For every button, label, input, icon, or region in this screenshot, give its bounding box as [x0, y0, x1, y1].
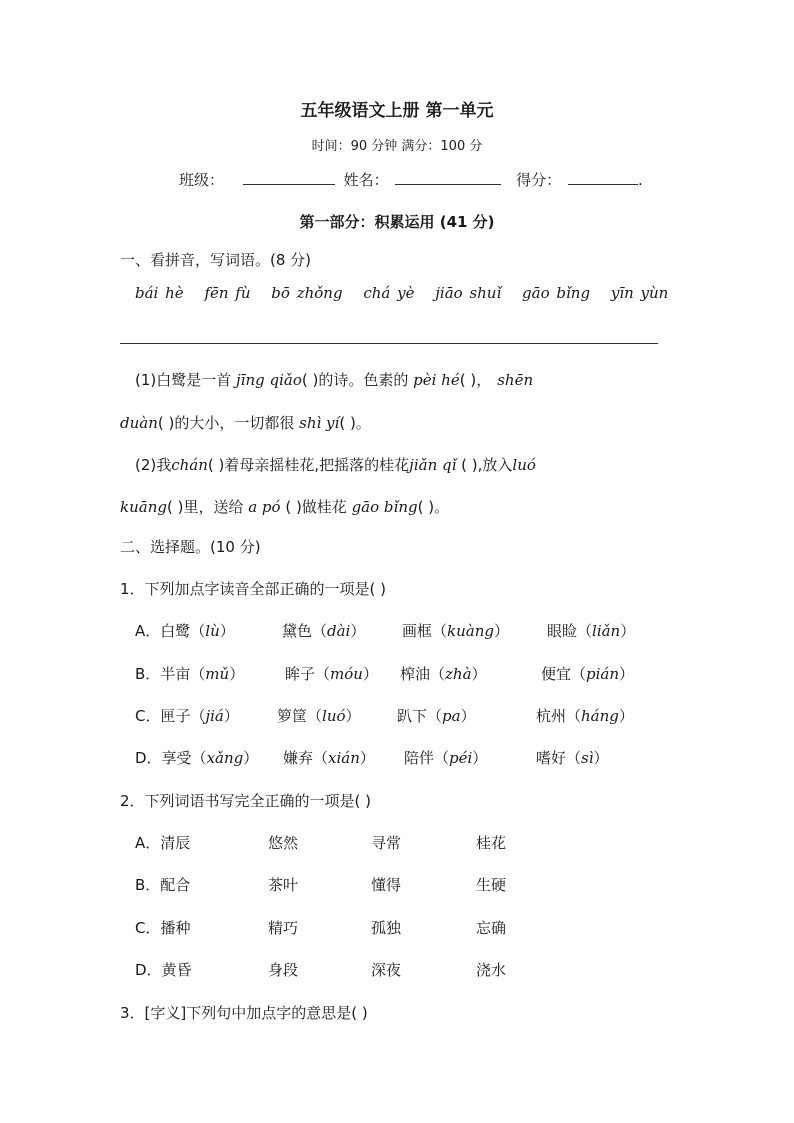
option-item: 眸子（móu）	[285, 665, 378, 683]
question-3-stem: 3．[字义]下列句中加点字的意思是( )	[120, 1004, 368, 1022]
time-score-line: 时间：90 分钟 满分：100 分	[311, 139, 483, 154]
section-one-heading: 一、看拼音，写词语。(8 分)	[120, 251, 312, 269]
end-dot: .	[637, 171, 643, 189]
class-blank[interactable]	[243, 170, 335, 185]
option-item[interactable]: A．清辰	[135, 834, 191, 852]
option-item: 身段	[268, 961, 299, 979]
option-item: 便宜（pián）	[541, 665, 635, 683]
fill-sentence-1-line-1	[135, 369, 533, 390]
option-item: 桂花	[476, 834, 507, 852]
pinyin-item: bái hè	[135, 284, 184, 302]
option-item: 画框（kuàng）	[402, 622, 509, 640]
option-item: 榨油（zhà）	[400, 665, 487, 683]
sentence-text: ( )着母亲摇桂花,把摇落的桂花	[207, 456, 410, 474]
question-2-stem: 2．下列词语书写完全正确的一项是( )	[120, 792, 372, 810]
part-one-title: 第一部分：积累运用 (41 分)	[299, 213, 495, 231]
option-item: 忘确	[476, 919, 507, 937]
question-1-stem: 1．下列加点字读音全部正确的一项是( )	[120, 580, 387, 598]
option-item: 陪伴（péi）	[404, 749, 488, 767]
fill-sentence-2-line-1	[135, 454, 536, 475]
sentence-text: ( )的大小，一切都很	[157, 414, 300, 432]
pinyin-hint: jiǎn qǐ	[409, 456, 457, 474]
option-item: 眼睑（liǎn）	[547, 622, 636, 640]
sentence-text: ( )做桂花	[280, 498, 352, 516]
option-item: 黛色（dài）	[282, 622, 366, 640]
option-item: 嗜好（sì）	[536, 749, 609, 767]
name-label: 姓名：	[343, 171, 389, 189]
option-item[interactable]: A．白鹭（lù）	[135, 622, 235, 640]
fill-sentence-1-line-2	[120, 412, 371, 433]
option-item: 趴下（pa）	[397, 707, 476, 725]
pinyin-hint: luó	[512, 456, 536, 474]
option-item: 浇水	[476, 961, 507, 979]
pinyin-hint: a pó	[248, 498, 281, 516]
sentence-text: ( )里，送给	[166, 498, 249, 516]
pinyin-item: bō zhǒng	[271, 284, 343, 302]
pinyin-item: chá yè	[363, 284, 415, 302]
fill-sentence-2-line-2	[120, 496, 449, 517]
score-blank[interactable]	[568, 170, 638, 185]
option-item[interactable]: B．配合	[135, 876, 191, 894]
option-item[interactable]: D．黄昏	[135, 961, 192, 979]
pinyin-hint: pèi hé	[413, 371, 460, 389]
pinyin-hint: shēn	[497, 371, 534, 389]
pinyin-hint: kuāng	[120, 498, 167, 516]
sentence-text: ( ),放入	[456, 456, 513, 474]
pinyin-row	[135, 284, 682, 302]
page-title: 五年级语文上册 第一单元	[300, 101, 494, 121]
class-label: 班级：	[179, 171, 225, 189]
sentence-text: (1)白鹭是一首	[135, 371, 237, 389]
option-item: 寻常	[371, 834, 402, 852]
option-item: 生硬	[476, 876, 507, 894]
pinyin-item: jiāo shuǐ	[435, 284, 502, 302]
option-item: 深夜	[371, 961, 402, 979]
option-item: 精巧	[268, 919, 299, 937]
option-item[interactable]: D．享受（xǎng）	[135, 749, 259, 767]
option-item: 嫌弃（xián）	[283, 749, 375, 767]
answer-line[interactable]	[120, 343, 658, 344]
option-item: 箩筐（luó）	[277, 707, 361, 725]
option-item: 悠然	[268, 834, 299, 852]
section-two-heading: 二、选择题。(10 分)	[120, 538, 261, 556]
option-item: 懂得	[371, 876, 402, 894]
option-item[interactable]: C．匣子（jiá）	[135, 707, 239, 725]
sentence-text: ( )，	[459, 371, 492, 389]
option-item[interactable]: B．半亩（mǔ）	[135, 665, 245, 683]
pinyin-hint: jīng qiǎo	[236, 371, 302, 389]
option-item[interactable]: C．播种	[135, 919, 191, 937]
sentence-text: (2)我	[135, 456, 172, 474]
pinyin-hint: shì yí	[299, 414, 340, 432]
name-blank[interactable]	[395, 170, 501, 185]
option-item: 杭州（háng）	[536, 707, 634, 725]
option-item: 孤独	[371, 919, 402, 937]
pinyin-item: gāo bǐng	[522, 284, 591, 302]
sentence-text: ( )。	[339, 414, 371, 432]
student-info-line	[179, 169, 643, 190]
pinyin-hint: gāo bǐng	[351, 498, 418, 516]
pinyin-item: fēn fù	[204, 284, 251, 302]
sentence-text: ( )的诗。色素的	[301, 371, 414, 389]
pinyin-item: yīn yùn	[610, 284, 669, 302]
pinyin-hint: duàn	[120, 414, 158, 432]
sentence-text: ( )。	[417, 498, 450, 516]
pinyin-hint: chán	[171, 456, 208, 474]
option-item: 茶叶	[268, 876, 299, 894]
score-label: 得分：	[516, 171, 562, 189]
